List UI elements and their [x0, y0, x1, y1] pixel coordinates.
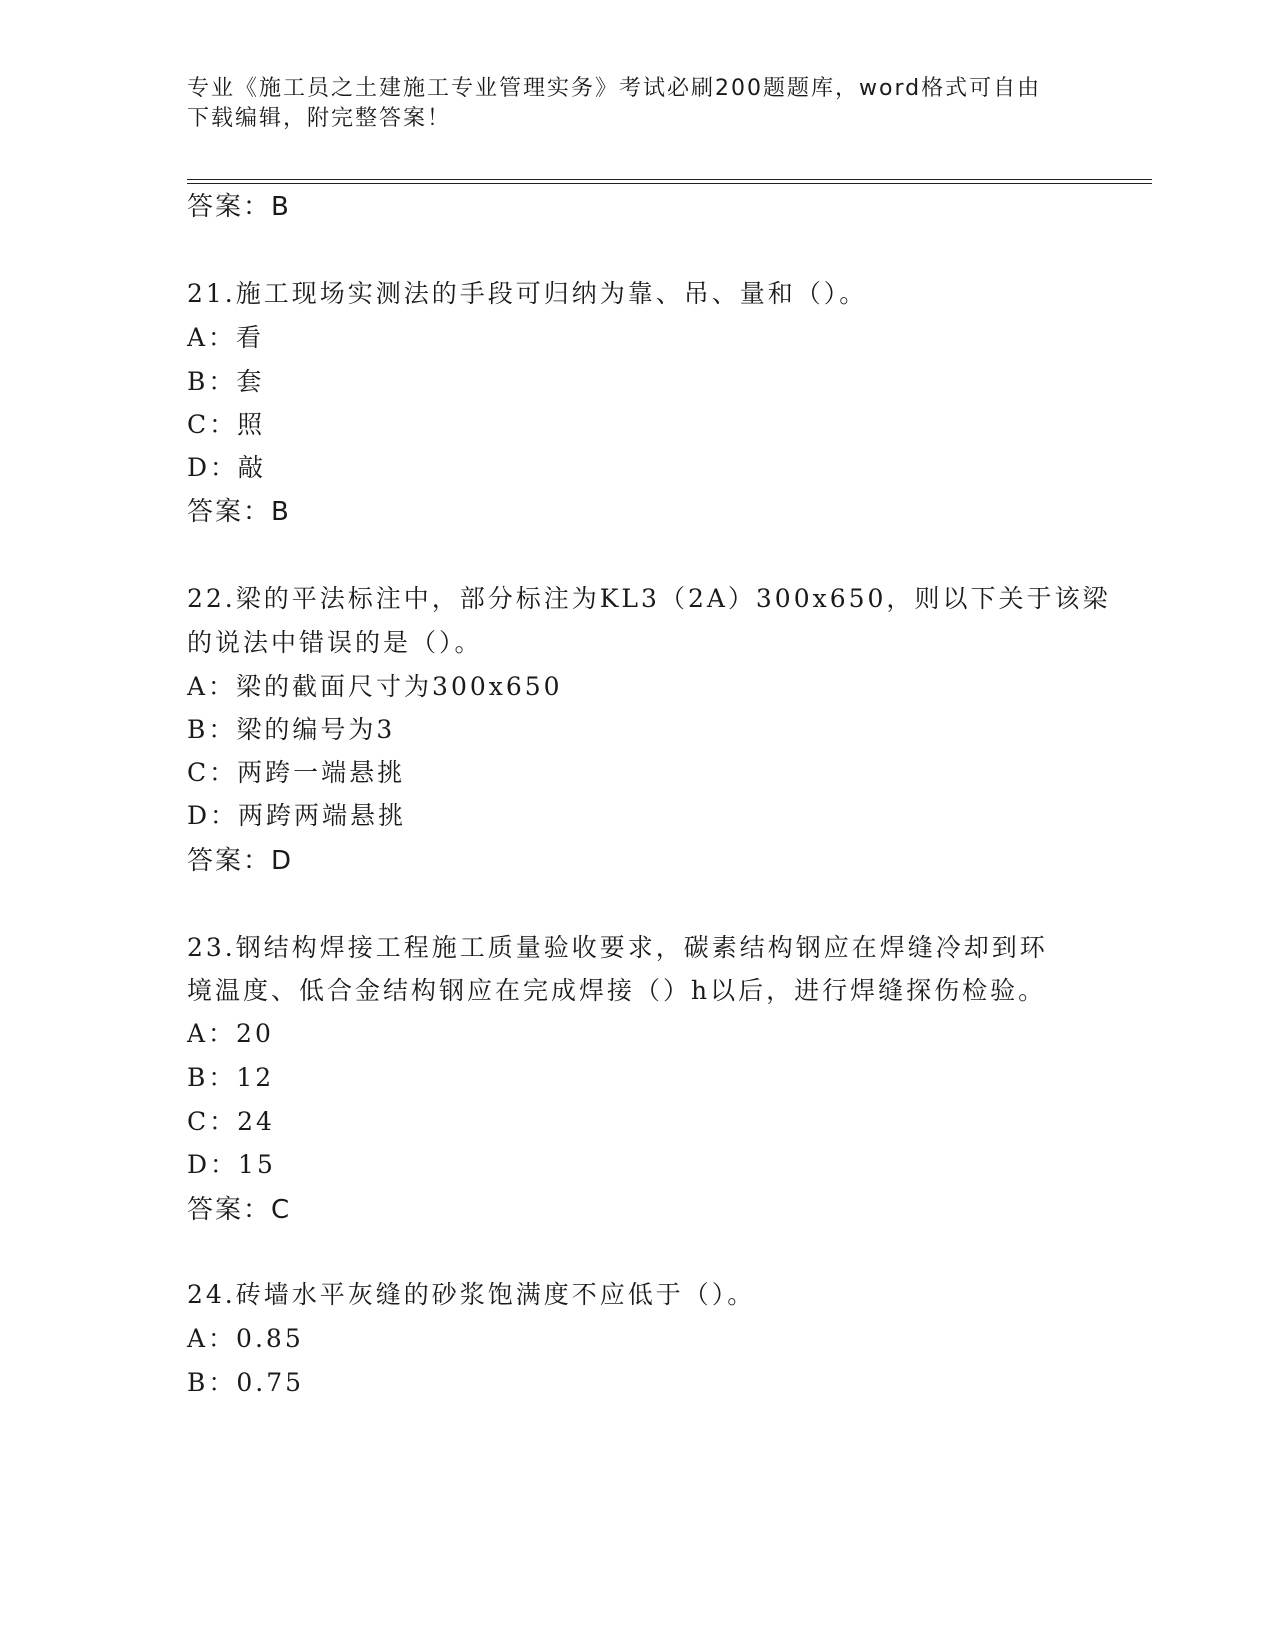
option-a: A：看	[187, 323, 265, 352]
document-header	[187, 74, 1087, 134]
option-b: B：梁的编号为3	[187, 715, 396, 744]
option-a: A：0.85	[187, 1324, 304, 1353]
option-b: B：0.75	[187, 1368, 305, 1397]
answer: 答案：C	[187, 1195, 292, 1225]
question-stem: 24.砖墙水平灰缝的砂浆饱满度不应低于（）。	[187, 1280, 756, 1309]
question-stem-continued: 的说法中错误的是（）。	[187, 628, 483, 657]
option-c: C：照	[187, 410, 266, 439]
question-stem: 22.梁的平法标注中，部分标注为KL3（2A）300x650，则以下关于该梁	[187, 584, 1111, 613]
header-divider-bottom	[187, 183, 1152, 184]
question-stem: 21.施工现场实测法的手段可归纳为靠、吊、量和（）。	[187, 279, 868, 308]
header-divider-top	[187, 179, 1152, 180]
option-c: C：24	[187, 1107, 275, 1136]
header-line-2: 下载编辑，附完整答案！	[187, 106, 452, 131]
answer: 答案：B	[187, 497, 291, 527]
option-a: A：20	[187, 1019, 274, 1048]
option-d: D：敲	[187, 453, 267, 482]
question-stem-continued: 境温度、低合金结构钢应在完成焊接（）h以后，进行焊缝探伤检验。	[187, 976, 1047, 1005]
option-a: A：梁的截面尺寸为300x650	[187, 672, 563, 701]
option-c: C：两跨一端悬挑	[187, 758, 406, 787]
question-stem: 23.钢结构焊接工程施工质量验收要求，碳素结构钢应在焊缝冷却到环	[187, 933, 1048, 962]
option-d: D：两跨两端悬挑	[187, 801, 407, 830]
option-d: D：15	[187, 1150, 276, 1179]
header-line-1: 专业《施工员之土建施工专业管理实务》考试必刷200题题库，word格式可自由	[187, 76, 1042, 101]
answer: 答案：D	[187, 846, 294, 876]
previous-answer: 答案：B	[187, 192, 291, 222]
option-b: B：套	[187, 367, 265, 396]
option-b: B：12	[187, 1063, 275, 1092]
